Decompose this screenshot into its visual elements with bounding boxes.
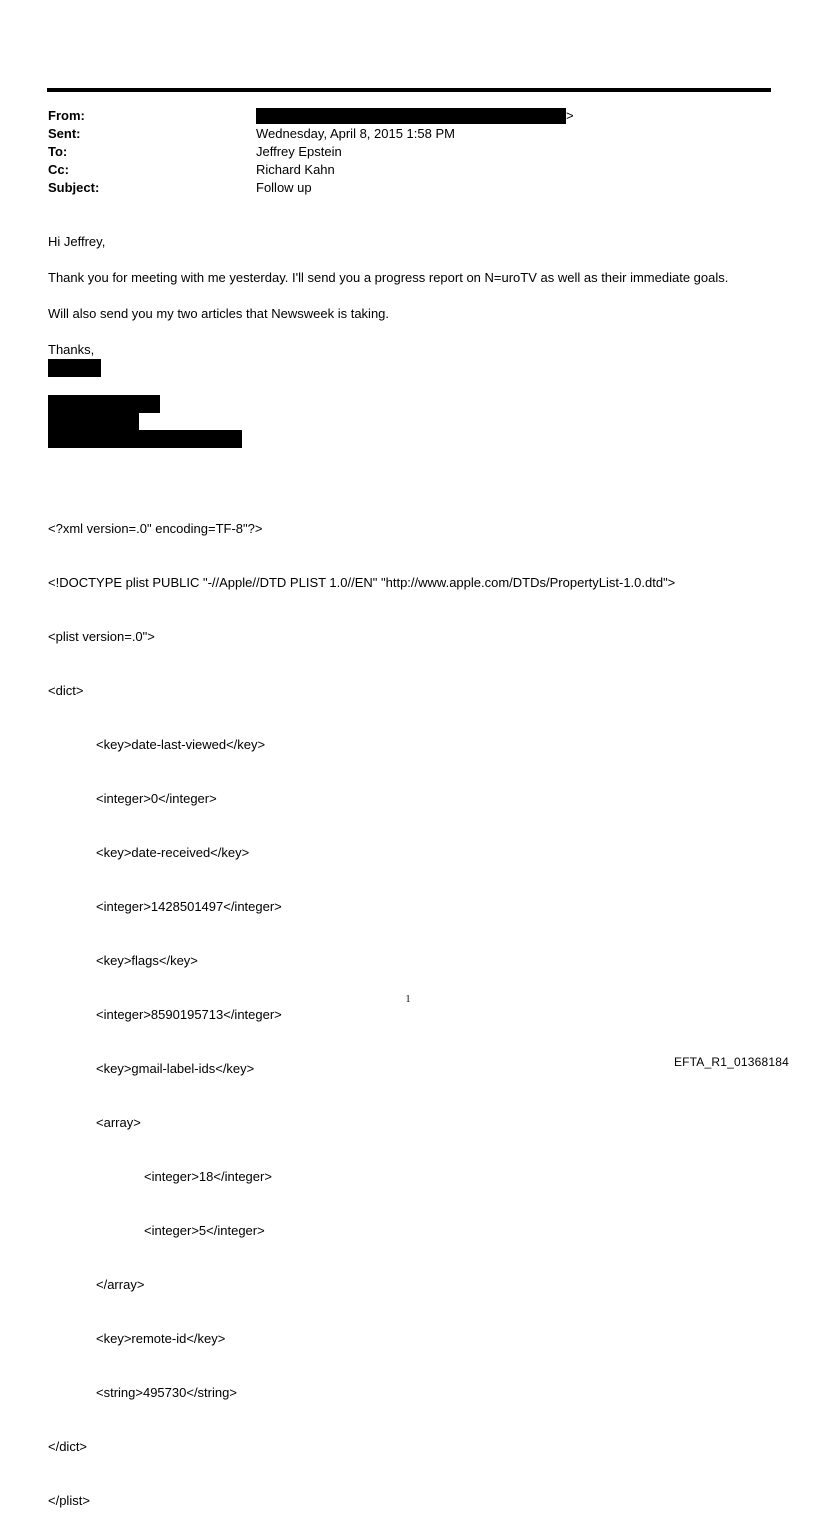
redaction-bar xyxy=(48,395,160,413)
xml-line: <plist version=.0"> xyxy=(48,629,155,644)
subject-label: Subject: xyxy=(48,180,100,195)
redaction-bar xyxy=(48,430,242,448)
xml-line: <array> xyxy=(96,1115,141,1130)
body-paragraph: Thank you for meeting with me yesterday. I'll send you a progress report on N=uroTV as well as their immediate goals. xyxy=(48,270,729,285)
xml-line: <key>remote-id</key> xyxy=(96,1331,226,1346)
to-value: Jeffrey Epstein xyxy=(256,144,342,159)
from-label: From: xyxy=(48,108,85,123)
cc-row xyxy=(48,161,455,179)
closing: Thanks, xyxy=(48,342,95,357)
xml-line: <key>date-last-viewed</key> xyxy=(96,737,266,752)
xml-line: </array> xyxy=(96,1277,145,1292)
sent-label: Sent: xyxy=(48,126,81,141)
page-number: 1 xyxy=(405,994,411,1005)
xml-line: </dict> xyxy=(48,1439,88,1454)
redaction-bar xyxy=(48,413,139,430)
body-paragraph: Will also send you my two articles that Newsweek is taking. xyxy=(48,306,390,321)
to-label: To: xyxy=(48,144,68,159)
from-row xyxy=(48,107,574,125)
xml-line: <!DOCTYPE plist PUBLIC "-//Apple//DTD PLIST 1.0//EN" "http://www.apple.com/DTDs/PropertyList-1.0.dtd"> xyxy=(48,575,676,590)
xml-line: <integer>0</integer> xyxy=(96,791,217,806)
xml-line: <integer>1428501497</integer> xyxy=(96,899,282,914)
document-id: EFTA_R1_01368184 xyxy=(673,1055,789,1069)
sent-row xyxy=(48,125,455,143)
cc-value: Richard Kahn xyxy=(256,162,335,177)
email-header xyxy=(48,107,574,197)
xml-line: <key>flags</key> xyxy=(96,953,198,968)
subject-value: Follow up xyxy=(256,180,312,195)
xml-line: <key>gmail-label-ids</key> xyxy=(96,1061,255,1076)
xml-line: </plist> xyxy=(48,1493,90,1508)
xml-line: <integer>8590195713</integer> xyxy=(96,1007,282,1022)
redaction-bar xyxy=(256,108,566,124)
to-row xyxy=(48,143,455,161)
xml-line: <key>date-received</key> xyxy=(96,845,250,860)
cc-label: Cc: xyxy=(48,162,69,177)
subject-row xyxy=(48,179,455,197)
sent-value: Wednesday, April 8, 2015 1:58 PM xyxy=(256,126,455,141)
redaction-bar xyxy=(48,359,101,377)
xml-line: <integer>18</integer> xyxy=(144,1169,272,1184)
xml-line: <?xml version=.0" encoding=TF-8"?> xyxy=(48,521,263,536)
plist-xml xyxy=(48,484,675,1528)
greeting: Hi Jeffrey, xyxy=(48,234,106,249)
xml-line: <string>495730</string> xyxy=(96,1385,237,1400)
header-rule xyxy=(47,88,771,92)
xml-line: <dict> xyxy=(48,683,84,698)
from-suffix: > xyxy=(566,108,574,123)
xml-line: <integer>5</integer> xyxy=(144,1223,265,1238)
